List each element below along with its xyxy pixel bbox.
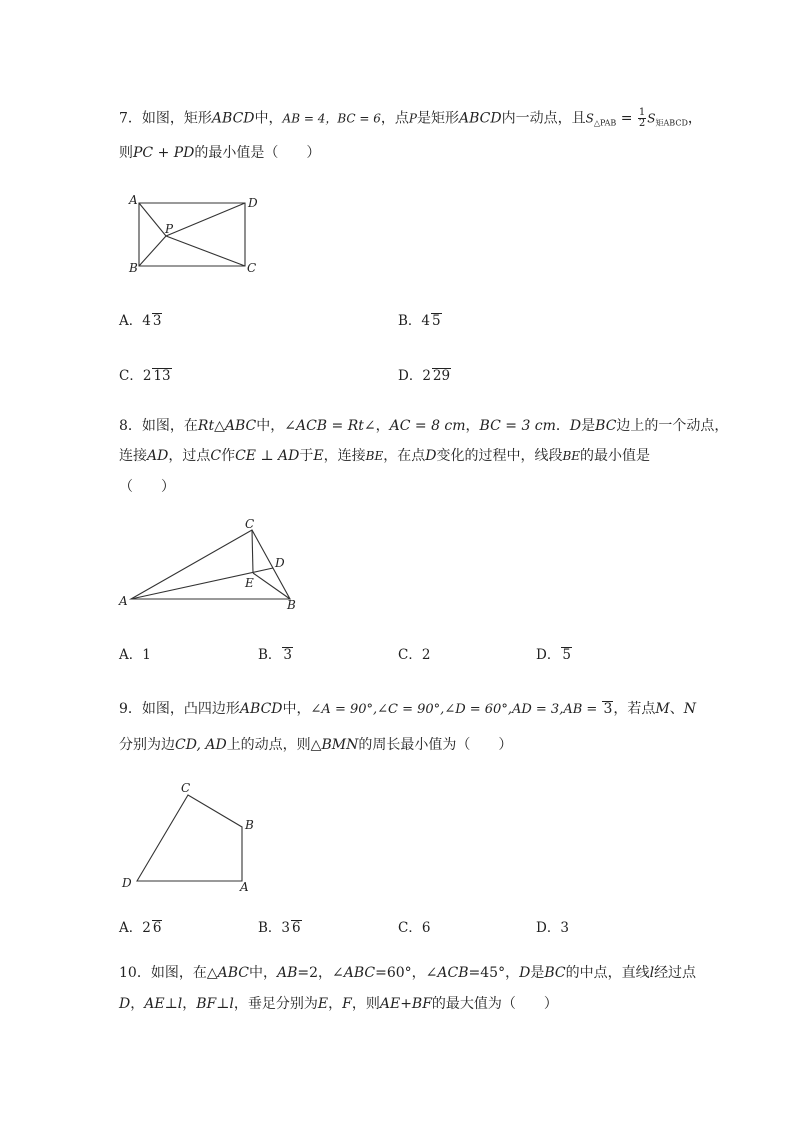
label-b: B — [129, 261, 138, 275]
label-a: A — [240, 880, 249, 894]
q7-option-d[interactable]: D．2 29 — [398, 368, 451, 384]
q7-option-a[interactable]: A．4 3 — [119, 313, 162, 329]
label-e: E — [245, 576, 254, 590]
label-b: B — [245, 818, 254, 832]
rectangle-abcd — [139, 203, 245, 266]
q7-stem-line2: 则PC + PD的最小值是（ ） — [119, 145, 321, 161]
q10-stem-line2: D，AE⊥l，BF⊥l，垂足分别为E，F，则AE+BF的最大值为（ ） — [119, 996, 558, 1012]
q10-stem-line1: 10．如图，在△ABC中，AB=2，∠ABC=60°，∠ACB=45°，D是BC的中点，直线l经过点 — [119, 965, 697, 981]
triangle-abc — [131, 530, 290, 599]
q8-stem-line1: 8．如图，在Rt△ABC中，∠ACB = Rt∠，AC = 8 cm，BC = 3 cm．D是BC边上的一个动点， — [119, 418, 729, 434]
q9-option-b[interactable]: B．3 6 — [258, 920, 301, 936]
segment-pb — [139, 236, 166, 266]
label-d: D — [248, 196, 258, 210]
q9-stem-line2: 分别为边CD, AD上的动点，则△BMN的周长最小值为（ ） — [119, 737, 513, 753]
q7-option-b[interactable]: B．4 5 — [398, 313, 441, 329]
label-a: A — [129, 193, 138, 207]
q8-option-c[interactable]: C．2 — [398, 647, 431, 663]
q9-option-a[interactable]: A．2 6 — [119, 920, 162, 936]
segment-pd — [166, 203, 245, 236]
q8-stem-line2: 连接AD，过点C作CE ⊥ AD于E，连接BE，在点D变化的过程中，线段BE的最小值是 — [119, 448, 651, 464]
segment-ce — [252, 530, 253, 573]
label-p: P — [165, 222, 174, 236]
segment-pa — [139, 203, 166, 236]
one-half-fraction: $\frac{1}{2}$ — [638, 107, 646, 129]
q7-option-c[interactable]: C．2 13 — [119, 368, 171, 384]
label-d: D — [122, 876, 132, 890]
label-c: C — [245, 517, 255, 531]
q7-stem-line1: 7．如图，矩形ABCD中，AB = 4，BC = 6，点P是矩形ABCD内一动点，且$S_{\triangle PAB}$ = $\frac{1}{2}$ $S_{矩ABCD}$， — [119, 107, 702, 129]
q8-stem-line3: （ ） — [119, 479, 175, 495]
q9-option-d[interactable]: D．3 — [536, 920, 569, 936]
label-b: B — [287, 598, 296, 612]
label-c: C — [181, 781, 191, 795]
segment-pc — [166, 236, 245, 266]
quadrilateral-abcd — [137, 795, 242, 881]
label-c: C — [247, 261, 257, 275]
q7-rectangle-figure — [120, 190, 280, 280]
q9-option-c[interactable]: C．6 — [398, 920, 431, 936]
q9-quadrilateral-figure — [118, 775, 268, 900]
q8-option-b[interactable]: B． 3 — [258, 647, 293, 663]
segment-be — [253, 573, 290, 599]
label-d: D — [275, 556, 285, 570]
label-a: A — [119, 594, 128, 608]
q9-stem-line1: 9．如图，凸四边形ABCD中，∠A = 90°,∠C = 90°,∠D = 60°,AD = 3,AB = 3，若点M、N — [119, 701, 696, 717]
q8-triangle-figure — [115, 515, 315, 615]
q8-option-a[interactable]: A．1 — [119, 647, 151, 663]
q8-option-d[interactable]: D． 5 — [536, 647, 571, 663]
